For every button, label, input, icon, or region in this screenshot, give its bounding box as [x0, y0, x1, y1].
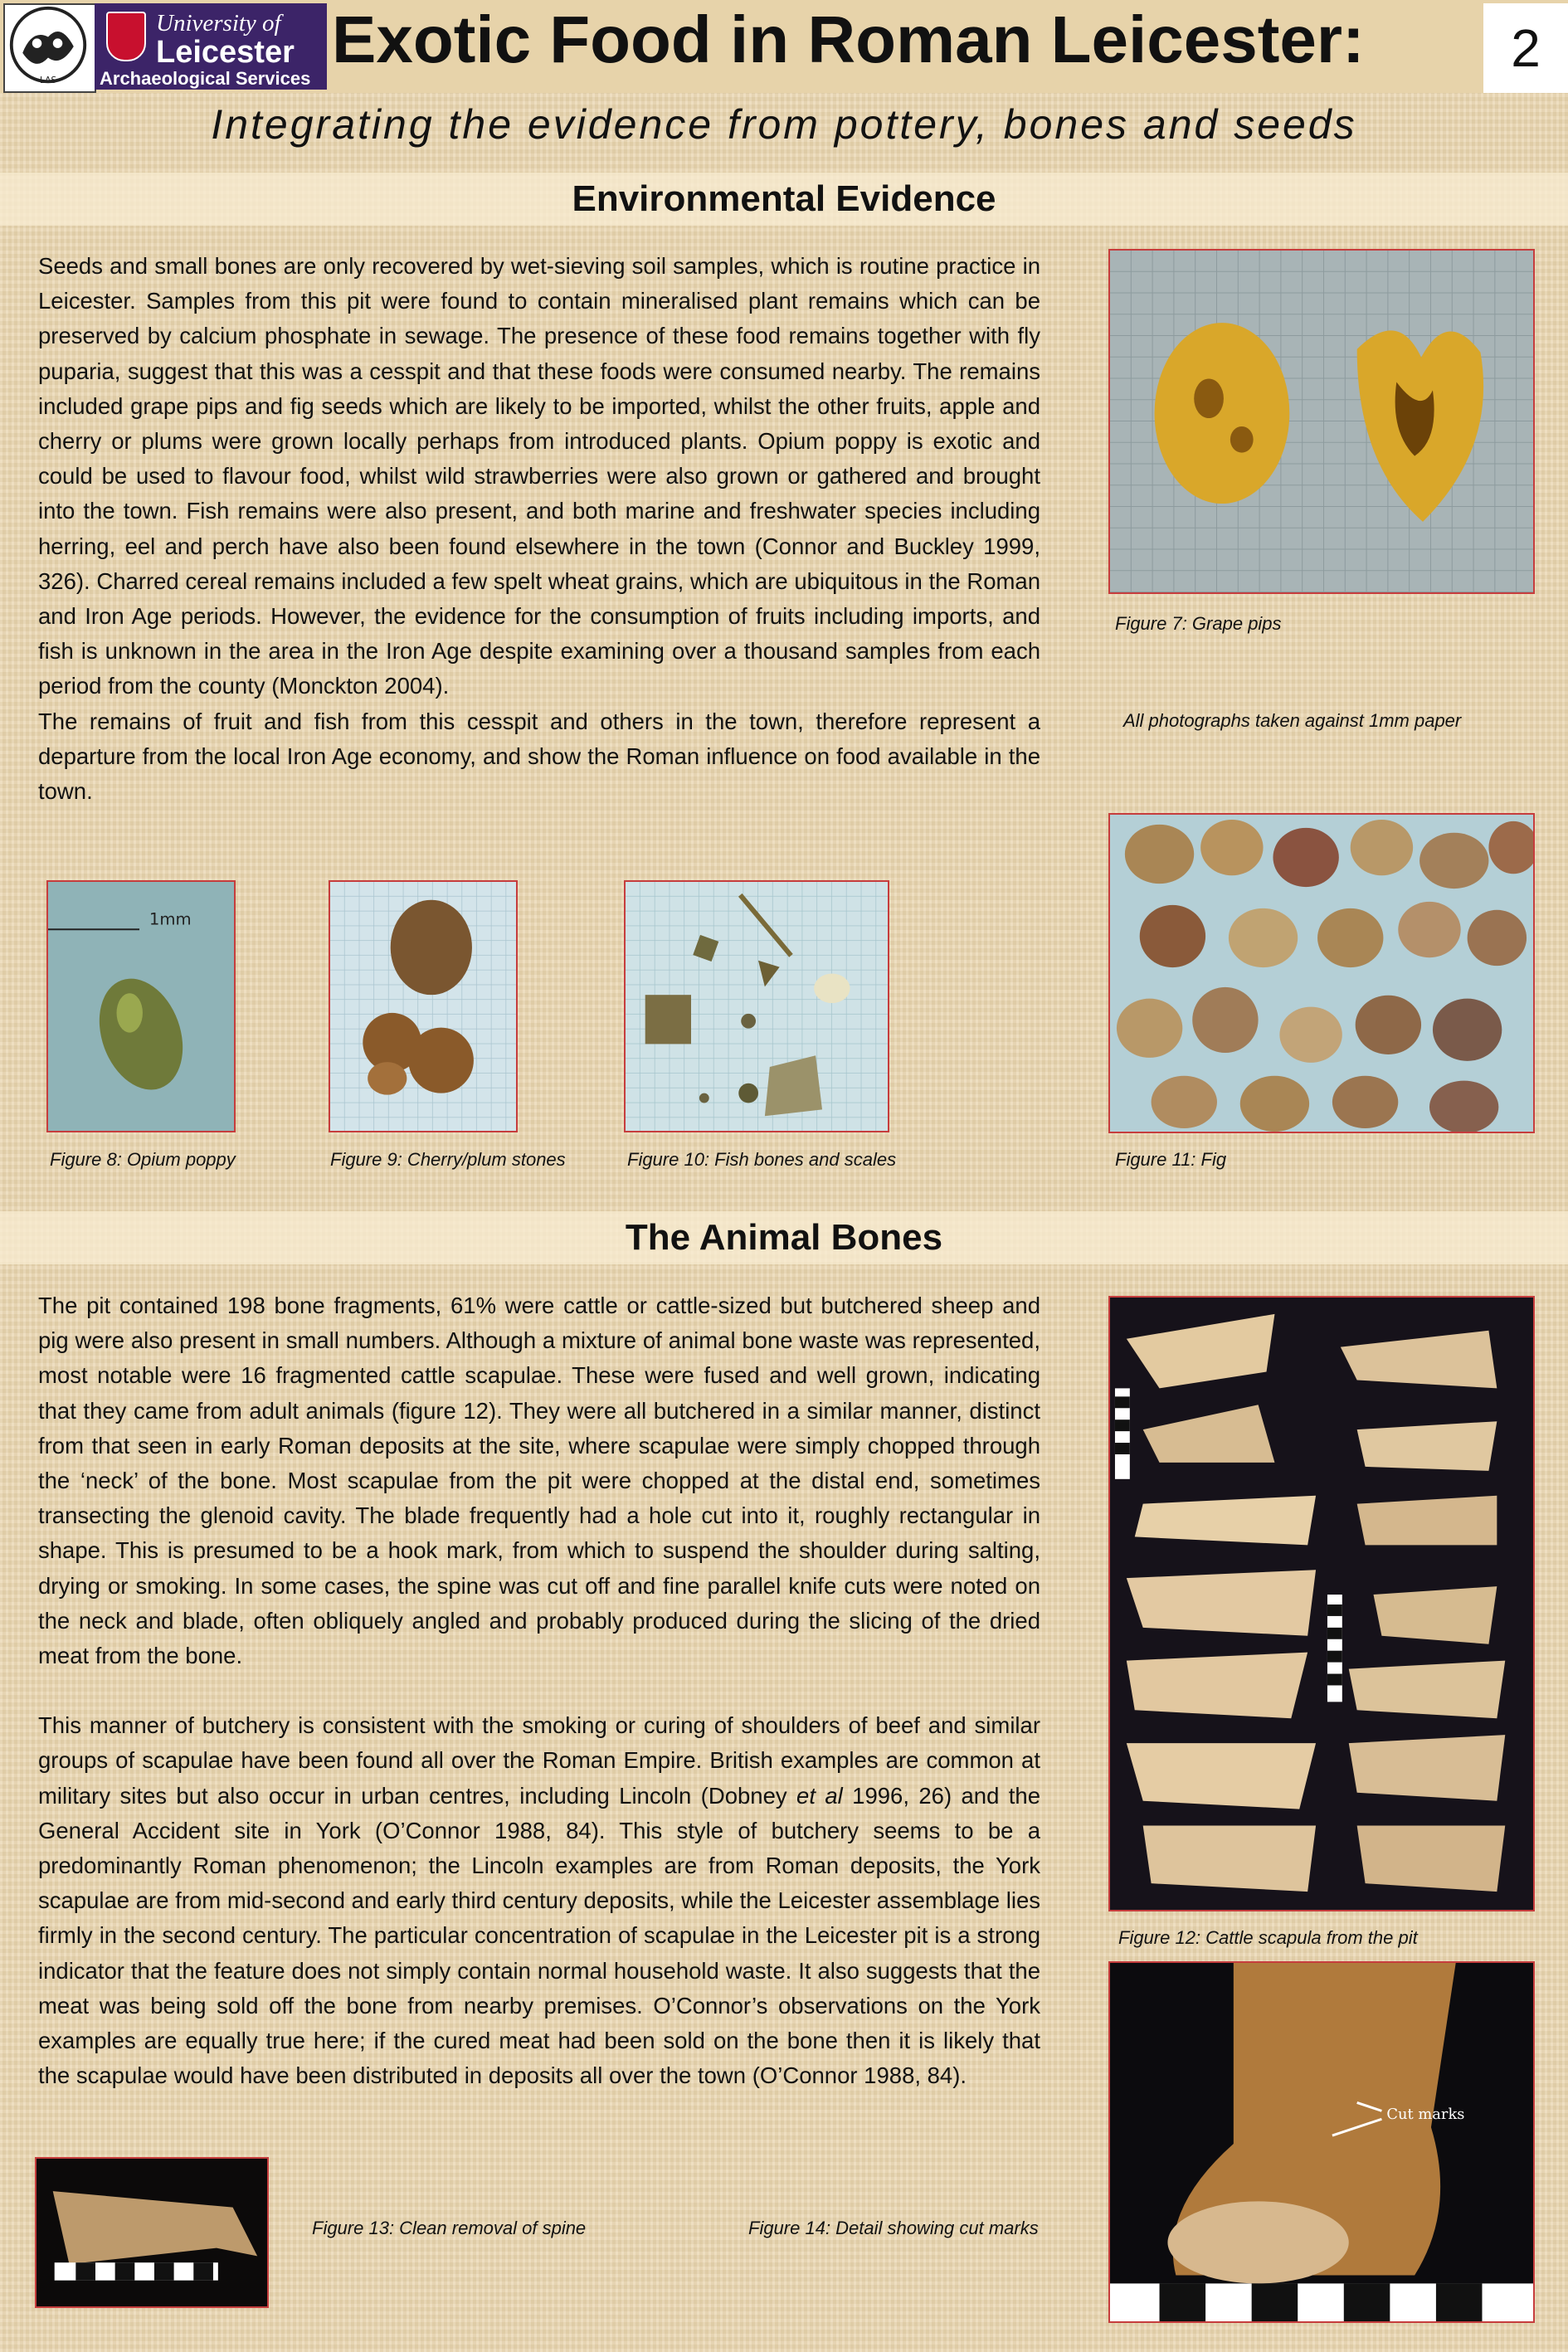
page-title: Exotic Food in Roman Leicester:	[332, 2, 1365, 76]
bones-paragraph-2: This manner of butchery is consistent with the smoking or curing of shoulders of beef and similar groups of scapulae have been found all over the Roman Empire. British examples are common at military sites but also occur in urban centres, including Lincoln (Dobney et al 1996, 26) and the General Accident site in York (O’Connor 1988, 84). This style of butchery seems to be a predominantly Roman phenomenon; the Lincoln examples are from Roman deposits, the York scapulae are from mid-second and early third century deposits, while the Leicester assemblage lies firmly in the second century. The particular concentration of scapulae in the Leicester pit is a strong indicator that the feature does not simply contain normal household waste. It also suggests that the meat was being sold off the bone from nearby premises. O’Connor’s observations on the York examples are equally true here; if the cured meat had been sold on the bone then it is likely that the scapulae would have been distributed in deposits all over the town (O’Connor 1988, 84).	[38, 1712, 1040, 2089]
section-heading-bones: The Animal Bones	[625, 1217, 943, 1258]
cut-marks-label: Cut marks	[1386, 2106, 1465, 2124]
page-number: 2	[1483, 3, 1568, 93]
grape-pip-shape	[1155, 323, 1290, 504]
fish-bone-shape	[645, 995, 691, 1044]
section-heading-environmental: Environmental Evidence	[572, 178, 996, 219]
page-subtitle: Integrating the evidence from pottery, bones and seeds	[211, 101, 1357, 148]
figure-12-caption: Figure 12: Cattle scapula from the pit	[1118, 1927, 1418, 1948]
environmental-paragraph-2: The remains of fruit and fish from this cesspit and others in the town, therefore represent a departure from the local Iron Age economy, and show the Roman influence on food available in the town.	[38, 708, 1040, 805]
figure-8-caption: Figure 8: Opium poppy	[50, 1149, 236, 1170]
figure-14-caption: Figure 14: Detail showing cut marks	[748, 2218, 1039, 2238]
photo-note: All photographs taken against 1mm paper	[1123, 710, 1462, 731]
crest-icon	[106, 12, 146, 61]
archaeology-logo	[3, 3, 96, 93]
fig-seed-shape	[1125, 825, 1194, 884]
figure-7-caption: Figure 7: Grape pips	[1115, 613, 1282, 634]
environmental-text	[38, 249, 1040, 809]
cherry-stone-shape	[391, 900, 472, 995]
department-name: Archaeological Services	[100, 68, 311, 89]
figure-13-caption: Figure 13: Clean removal of spine	[312, 2218, 587, 2238]
figure-12-photo	[1108, 1296, 1535, 1911]
environmental-paragraph-1: Seeds and small bones are only recovered by wet-sieving soil samples, which is routine practice in Leicester. Samples from this pit were found to contain mineralised plant remains which can be preserved by calcium phosphate in sewage. The presence of these food remains together with fly puparia, suggest that this was a cesspit and that these foods were consumed nearby. The remains included grape pips and fig seeds which are likely to be imported, whilst the other fruits, apple and cherry or plums were grown locally perhaps from introduced plants. Opium poppy is exotic and could be used to flavour food, whilst wild strawberries were also grown or gathered and brought into the town. Fish remains were also present, and both marine and freshwater species including herring, eel and perch have also been found elsewhere in the town (Connor and Buckley 1999, 326). Charred cereal remains included a few spelt wheat grains, which are ubiquitous in the Roman and Iron Age periods. However, the evidence for the consumption of fruits including imports, and fish is unknown in the area in the Iron Age despite examining over a thousand samples from each period from the county (Monckton 2004).	[38, 253, 1040, 699]
scale-label: 1mm	[149, 909, 192, 929]
university-of: University of	[156, 10, 281, 37]
bones-paragraph-1: The pit contained 198 bone fragments, 61% were cattle or cattle-sized but butchered sheep and pig were also present in small numbers. Although a mixture of animal bone waste was represented, most notable were 16 fragmented cattle scapulae. These were fused and well grown, indicating that they came from adult animals (figure 12). They were all butchered in a similar manner, distinct from that seen in early Roman deposits at the site, where scapulae were simply chopped through the ‘neck’ of the bone. Most scapulae from the pit were chopped at the distal end, sometimes transecting the glenoid cavity. The blade frequently had a hole cut into it, roughly rectangular in shape. This is presumed to be a hook mark, from which to suspend the shoulder during salting, drying or smoking. In some cases, the spine was cut off and fine parallel knife cuts were noted on the neck and blade, often obliquely angled and probably produced during the slicing of the dried meat from the bone.	[38, 1293, 1040, 1669]
bones-text	[38, 1288, 1040, 2093]
university-name: Leicester	[156, 35, 295, 70]
university-logo	[95, 3, 327, 90]
figure-10-photo	[624, 880, 889, 1132]
figure-14-photo	[1108, 1961, 1535, 2323]
figure-10-caption: Figure 10: Fish bones and scales	[627, 1149, 897, 1170]
figure-13-photo	[35, 2157, 269, 2308]
figure-11-photo	[1108, 813, 1535, 1133]
figure-9-caption: Figure 9: Cherry/plum stones	[330, 1149, 566, 1170]
figure-8-photo	[46, 880, 236, 1132]
figure-9-photo	[329, 880, 518, 1132]
figure-7-photo	[1108, 249, 1535, 594]
logo-text: LAS	[39, 75, 57, 86]
figure-11-caption: Figure 11: Fig	[1115, 1149, 1227, 1170]
